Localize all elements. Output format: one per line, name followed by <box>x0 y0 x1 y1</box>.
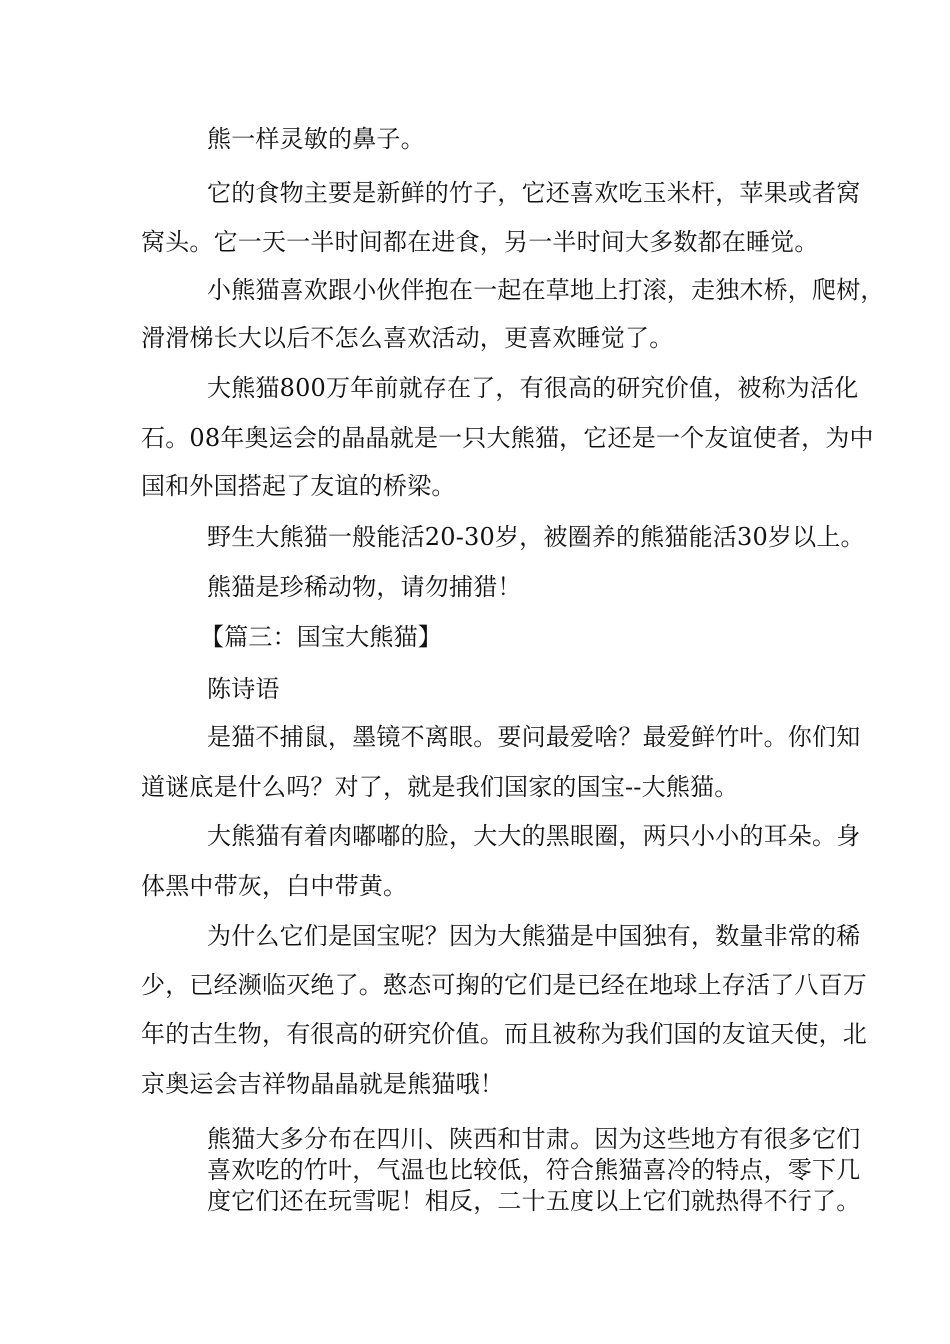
paragraph-line: 京奥运会吉祥物晶晶就是熊猫哦！ <box>141 1070 504 1098</box>
paragraph-line: 它的食物主要是新鲜的竹子，它还喜欢吃玉米杆，苹果或者窝 <box>207 179 861 207</box>
paragraph-line: 是猫不捕鼠，墨镜不离眼。要问最爱啥？最爱鲜竹叶。你们知 <box>207 723 861 751</box>
text-line: 熊一样灵敏的鼻子。 <box>207 125 425 153</box>
paragraph-line: 大熊猫有着肉嘟嘟的脸，大大的黑眼圈，两只小小的耳朵。身 <box>207 822 861 850</box>
paragraph-line: 大熊猫800万年前就存在了，有很高的研究价值，被称为活化 <box>207 374 859 402</box>
paragraph-line: 体黑中带灰，白中带黄。 <box>141 872 408 900</box>
paragraph-line: 喜欢吃的竹叶，气温也比较低，符合熊猫喜冷的特点，零下几 <box>207 1156 861 1184</box>
paragraph-line: 石。08年奥运会的晶晶就是一只大熊猫，它还是一个友谊使者，为中 <box>141 424 874 452</box>
paragraph-line: 熊猫大多分布在四川、陕西和甘肃。因为这些地方有很多它们 <box>207 1125 861 1153</box>
section-heading: 【篇三：国宝大熊猫】 <box>200 623 442 651</box>
paragraph-line: 少，已经濒临灭绝了。憨态可掬的它们是已经在地球上存活了八百万 <box>141 971 867 999</box>
paragraph-line: 野生大熊猫一般能活20-30岁，被圈养的熊猫能活30岁以上。 <box>207 523 865 551</box>
paragraph-line: 国和外国搭起了友谊的桥梁。 <box>141 472 456 500</box>
paragraph-line: 滑滑梯长大以后不怎么喜欢活动，更喜欢睡觉了。 <box>141 324 674 352</box>
paragraph-line: 度它们还在玩雪呢！相反，二十五度以上它们就热得不行了。 <box>207 1187 861 1215</box>
paragraph-line: 为什么它们是国宝呢？因为大熊猫是中国独有，数量非常的稀 <box>207 922 861 950</box>
paragraph-line: 道谜底是什么吗？对了，就是我们国家的国宝--大熊猫。 <box>141 773 739 801</box>
paragraph-line: 熊猫是珍稀动物，请勿捕猎！ <box>207 573 522 601</box>
paragraph-line: 小熊猫喜欢跟小伙伴抱在一起在草地上打滚，走独木桥，爬树， <box>207 276 885 304</box>
author-name: 陈诗语 <box>207 675 280 703</box>
paragraph-line: 窝头。它一天一半时间都在进食，另一半时间大多数都在睡觉。 <box>141 228 819 256</box>
paragraph-line: 年的古生物，有很高的研究价值。而且被称为我们国的友谊天使，北 <box>141 1020 867 1048</box>
